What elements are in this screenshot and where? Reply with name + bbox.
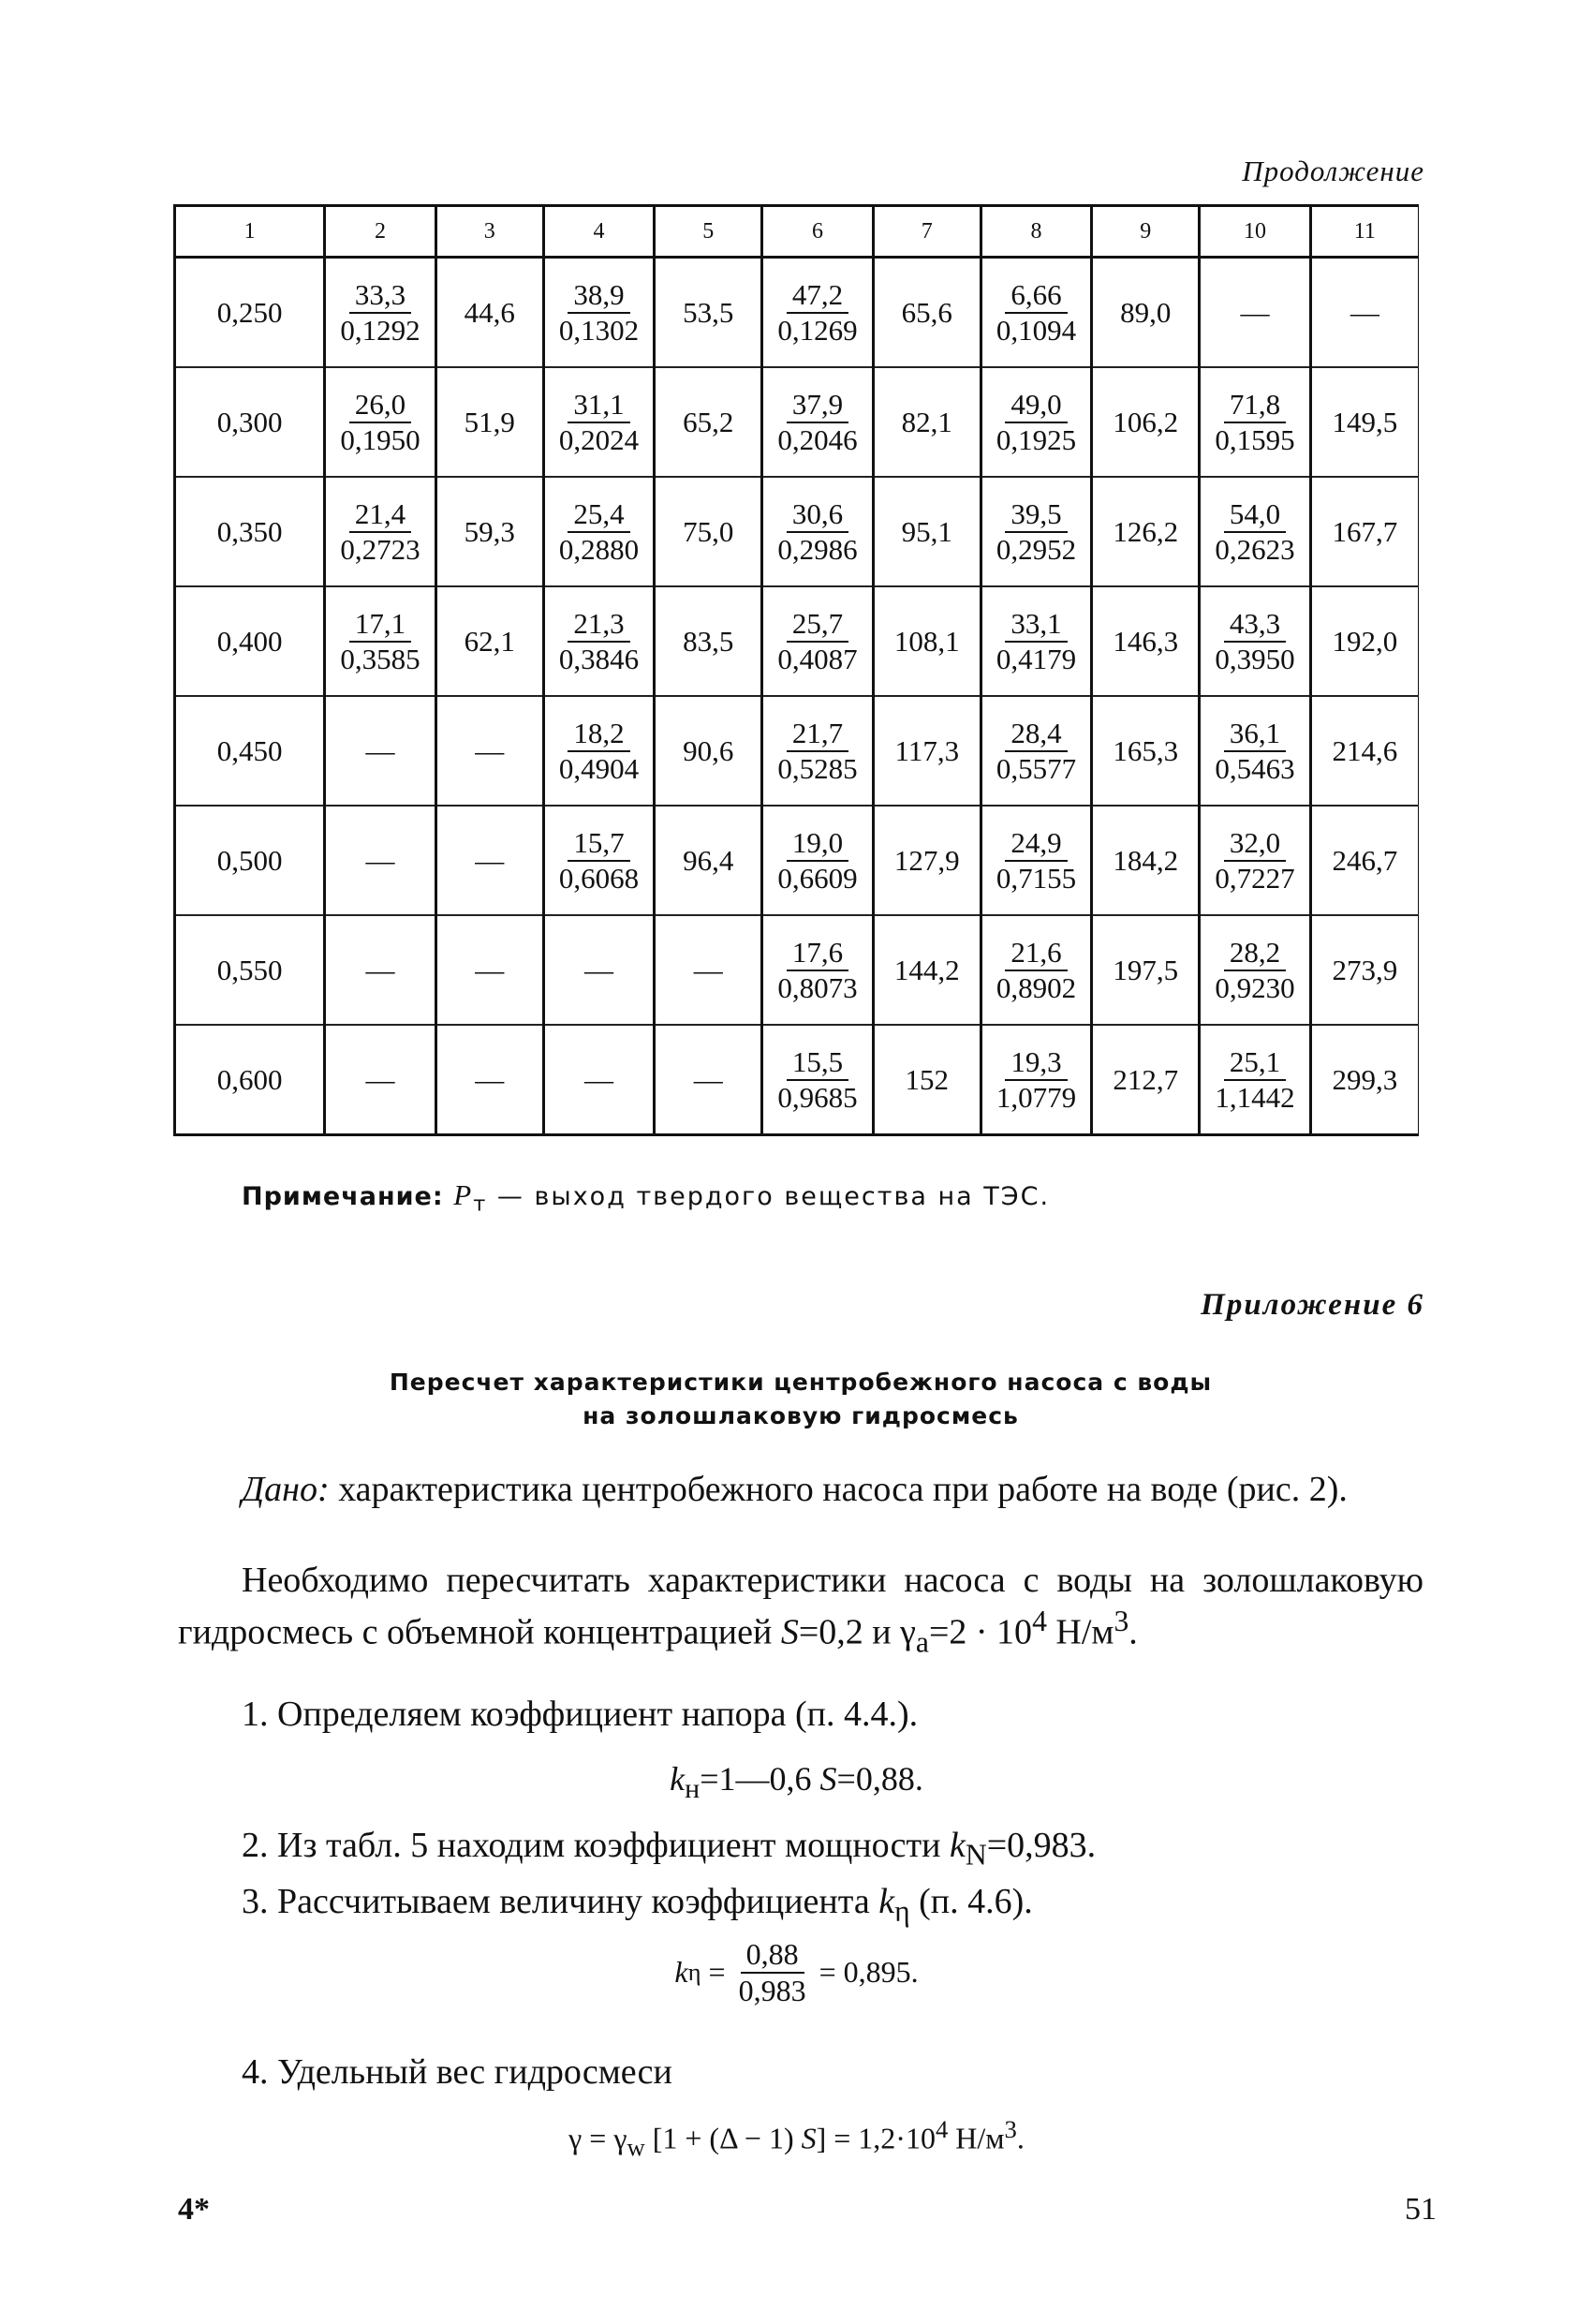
step-3 — [178, 1881, 1423, 1932]
step-1-text: 1. Определяем коэффициент напора (п. 4.4.). — [242, 1695, 919, 1734]
fraction-denominator: 0,2046 — [777, 422, 858, 456]
fraction-denominator: 0,7155 — [996, 861, 1077, 895]
fraction-denominator: 0,2952 — [996, 532, 1077, 566]
task-symbol-s: S — [780, 1612, 799, 1652]
table-cell — [325, 367, 435, 477]
table-row — [175, 586, 1419, 696]
table-cell: 51,9 — [435, 367, 543, 477]
table-cell: 62,1 — [435, 586, 543, 696]
fraction-denominator: 0,4179 — [996, 642, 1077, 675]
formula-2-denominator: 0,983 — [738, 1973, 806, 2007]
fraction-denominator: 0,1950 — [340, 422, 420, 456]
fraction-numerator: 33,3 — [349, 278, 411, 314]
table-cell: 152 — [873, 1025, 981, 1135]
table-cell — [1200, 477, 1310, 586]
fraction-denominator: 0,3846 — [558, 642, 640, 675]
fraction-numerator: 36,1 — [1224, 717, 1286, 752]
fraction-numerator: 21,4 — [349, 497, 411, 533]
table-cell — [762, 258, 873, 368]
table-header-row — [175, 206, 1419, 258]
table-cell: — — [325, 915, 435, 1025]
table-cell — [1200, 367, 1310, 477]
fraction — [553, 497, 644, 566]
continuation-label: Продолжение — [1242, 155, 1424, 187]
step-2-k: k — [949, 1826, 966, 1865]
given-text: характеристика центробежного насоса при работе на воде (рис. 2). — [329, 1470, 1348, 1509]
fraction-numerator: 43,3 — [1224, 607, 1286, 643]
formula-3-c: ] = 1,2·10 — [816, 2121, 936, 2155]
fraction — [991, 607, 1082, 675]
fraction-numerator: 17,6 — [787, 936, 848, 971]
fraction-numerator: 54,0 — [1224, 497, 1286, 533]
column-header: 9 — [1092, 206, 1200, 258]
formula-3-sub: w — [627, 2133, 645, 2162]
table-cell: — — [435, 915, 543, 1025]
table-cell: 144,2 — [873, 915, 981, 1025]
table-cell — [762, 586, 873, 696]
table-cell — [325, 258, 435, 368]
table-cell — [1200, 586, 1310, 696]
fraction-denominator: 1,1442 — [1215, 1080, 1295, 1114]
step-2-sub: N — [965, 1838, 987, 1872]
fraction-denominator: 0,9685 — [777, 1080, 858, 1114]
fraction — [1209, 497, 1300, 566]
table-cell: 246,7 — [1310, 806, 1418, 915]
formula-2-fraction — [733, 1937, 812, 2008]
table-cell: 192,0 — [1310, 586, 1418, 696]
column-header: 6 — [762, 206, 873, 258]
table-cell: — — [1200, 258, 1310, 368]
table-cell: 0,400 — [175, 586, 325, 696]
table-cell: 95,1 — [873, 477, 981, 586]
fraction-denominator: 0,2623 — [1215, 532, 1295, 566]
table-cell: 106,2 — [1092, 367, 1200, 477]
formula-k-eta — [0, 1937, 1593, 2008]
step-3-text: 3. Рассчитываем величину коэффициента — [242, 1882, 879, 1921]
fraction-numerator: 39,5 — [1005, 497, 1067, 533]
formula-3-a: γ = γ — [568, 2121, 627, 2155]
table-cell — [762, 1025, 873, 1135]
fraction-denominator: 0,3585 — [340, 642, 420, 675]
table-cell — [543, 696, 654, 806]
fraction-numerator: 26,0 — [349, 388, 411, 423]
table-cell — [543, 806, 654, 915]
formula-3-s: S — [801, 2121, 817, 2155]
table-cell — [543, 586, 654, 696]
fraction-numerator: 32,0 — [1224, 826, 1286, 862]
formula-3-exp: 4 — [935, 2115, 949, 2143]
fraction-denominator: 0,9230 — [1215, 970, 1295, 1004]
task-text-3: =2 · 10 — [928, 1612, 1033, 1652]
table-cell: 146,3 — [1092, 586, 1200, 696]
formula-1-a: =1—0,6 — [700, 1760, 820, 1798]
table-cell — [981, 367, 1091, 477]
formula-2-sub: η — [687, 1958, 701, 1987]
fraction — [991, 826, 1082, 895]
fraction — [553, 607, 644, 675]
fraction-denominator: 0,6609 — [777, 861, 858, 895]
fraction-numerator: 28,4 — [1005, 717, 1067, 752]
table-row — [175, 696, 1419, 806]
table-cell: — — [435, 696, 543, 806]
fraction — [991, 497, 1082, 566]
formula-1-s: S — [819, 1760, 837, 1798]
fraction-numerator: 28,2 — [1224, 936, 1286, 971]
table-cell — [1200, 806, 1310, 915]
fraction-numerator: 71,8 — [1224, 388, 1286, 423]
table-row — [175, 1025, 1419, 1135]
column-header: 10 — [1200, 206, 1310, 258]
page-number: 51 — [1405, 2192, 1437, 2227]
fraction-denominator: 0,8073 — [777, 970, 858, 1004]
table-cell: 273,9 — [1310, 915, 1418, 1025]
fraction-denominator: 0,5577 — [996, 751, 1077, 785]
table-cell: 89,0 — [1092, 258, 1200, 368]
fraction-denominator: 0,2723 — [340, 532, 420, 566]
note-symbol: P — [453, 1178, 474, 1211]
table-cell: 197,5 — [1092, 915, 1200, 1025]
table-cell — [981, 258, 1091, 368]
table-cell: 65,6 — [873, 258, 981, 368]
task-text-5: . — [1128, 1612, 1138, 1652]
fraction-numerator: 21,6 — [1005, 936, 1067, 971]
step-1 — [178, 1694, 1423, 1735]
table-cell: 149,5 — [1310, 367, 1418, 477]
fraction-numerator: 49,0 — [1005, 388, 1067, 423]
fraction — [772, 497, 863, 566]
fraction-denominator: 0,8902 — [996, 970, 1077, 1004]
table-cell — [1200, 696, 1310, 806]
fraction-numerator: 37,9 — [787, 388, 848, 423]
fraction — [772, 607, 863, 675]
fraction-denominator: 0,5285 — [777, 751, 858, 785]
table-cell: 0,350 — [175, 477, 325, 586]
table-cell: 214,6 — [1310, 696, 1418, 806]
table-cell — [981, 806, 1091, 915]
fraction-denominator: 0,1302 — [558, 313, 640, 347]
column-header: 4 — [543, 206, 654, 258]
table-cell: 0,250 — [175, 258, 325, 368]
table-cell: — — [543, 915, 654, 1025]
table-cell: 126,2 — [1092, 477, 1200, 586]
formula-1-b: =0,88. — [836, 1760, 923, 1798]
table-cell: 212,7 — [1092, 1025, 1200, 1135]
table-cell: — — [435, 806, 543, 915]
table-cell: 44,6 — [435, 258, 543, 368]
fraction-denominator: 0,2986 — [777, 532, 858, 566]
fraction-numerator: 17,1 — [349, 607, 411, 643]
formula-2-numerator: 0,88 — [741, 1937, 804, 1974]
appendix-label: Приложение 6 — [1201, 1288, 1424, 1322]
formula-3-exp2: 3 — [1004, 2115, 1017, 2143]
column-header: 11 — [1310, 206, 1418, 258]
table-cell: — — [543, 1025, 654, 1135]
fraction-numerator: 33,1 — [1005, 607, 1067, 643]
fraction — [334, 278, 425, 347]
note-text: — выход твердого вещества на ТЭС. — [487, 1182, 1051, 1211]
table-cell: 299,3 — [1310, 1025, 1418, 1135]
fraction — [553, 826, 644, 895]
fraction-denominator: 0,3950 — [1215, 642, 1295, 675]
table-cell — [981, 915, 1091, 1025]
fraction — [772, 936, 863, 1004]
column-header: 2 — [325, 206, 435, 258]
fraction-denominator: 0,1094 — [996, 313, 1077, 347]
formula-1-sub: н — [685, 1773, 701, 1805]
fraction-denominator: 0,4087 — [777, 642, 858, 675]
table-cell — [762, 806, 873, 915]
step-3-ref: (п. 4.6). — [909, 1882, 1033, 1921]
fraction — [553, 388, 644, 456]
formula-3-b: [1 + (Δ − 1) — [644, 2121, 802, 2155]
fraction-numerator: 21,3 — [568, 607, 629, 643]
formula-1-k: k — [670, 1760, 686, 1798]
fraction-denominator: 1,0779 — [996, 1080, 1077, 1114]
fraction-denominator: 0,7227 — [1215, 861, 1295, 895]
task-text-4: Н/м — [1046, 1612, 1114, 1652]
fraction-numerator: 15,7 — [568, 826, 629, 862]
table-cell: — — [325, 696, 435, 806]
table-cell — [543, 367, 654, 477]
table-note — [242, 1178, 1050, 1216]
column-header: 5 — [655, 206, 762, 258]
data-table — [173, 204, 1419, 1136]
fraction — [991, 1045, 1082, 1114]
table-row — [175, 477, 1419, 586]
table-cell — [981, 696, 1091, 806]
fraction-numerator: 6,66 — [1005, 278, 1067, 314]
table-cell: 165,3 — [1092, 696, 1200, 806]
fraction-numerator: 38,9 — [568, 278, 629, 314]
fraction-numerator: 47,2 — [787, 278, 848, 314]
task-text: Необходимо пересчитать характеристики насоса с воды на золошлаковую гидросмесь с объемной концентрацией — [178, 1561, 1423, 1652]
table-cell — [762, 696, 873, 806]
fraction-numerator: 25,7 — [787, 607, 848, 643]
table-cell — [1200, 915, 1310, 1025]
fraction-denominator: 0,2024 — [558, 422, 640, 456]
table-cell — [325, 477, 435, 586]
paragraph-given — [178, 1469, 1423, 1510]
step-2 — [178, 1825, 1423, 1876]
section-title-line-2: на золошлаковую гидросмесь — [583, 1402, 1019, 1429]
formula-3-e: . — [1016, 2121, 1025, 2155]
fraction — [772, 1045, 863, 1114]
table-cell: — — [435, 1025, 543, 1135]
table-cell — [325, 586, 435, 696]
fraction — [772, 278, 863, 347]
table-cell: 108,1 — [873, 586, 981, 696]
given-lead: Дано: — [242, 1470, 330, 1509]
fraction-numerator: 30,6 — [787, 497, 848, 533]
task-exp-2: 3 — [1114, 1605, 1129, 1637]
task-exp: 4 — [1032, 1605, 1047, 1637]
table-cell: 65,2 — [655, 367, 762, 477]
table-cell: 184,2 — [1092, 806, 1200, 915]
formula-gamma — [0, 2115, 1593, 2162]
table-cell: 0,500 — [175, 806, 325, 915]
fraction-denominator: 0,1269 — [777, 313, 858, 347]
fraction-denominator: 0,5463 — [1215, 751, 1295, 785]
column-header: 8 — [981, 206, 1091, 258]
column-header: 1 — [175, 206, 325, 258]
table-cell — [981, 1025, 1091, 1135]
fraction — [1209, 936, 1300, 1004]
table-cell: 75,0 — [655, 477, 762, 586]
table-cell: — — [655, 915, 762, 1025]
fraction-denominator: 0,2880 — [558, 532, 640, 566]
fraction — [334, 497, 425, 566]
fraction — [991, 278, 1082, 347]
fraction-numerator: 31,1 — [568, 388, 629, 423]
task-sub: а — [915, 1625, 929, 1659]
note-symbol-sub: т — [473, 1192, 488, 1217]
table-row — [175, 806, 1419, 915]
table-cell — [543, 477, 654, 586]
step-2-value: =0,983. — [986, 1826, 1097, 1865]
fraction — [991, 936, 1082, 1004]
formula-2-k: k — [674, 1955, 688, 1990]
fraction — [334, 388, 425, 456]
table-cell: 53,5 — [655, 258, 762, 368]
fraction-denominator: 0,4904 — [558, 751, 640, 785]
table-cell: — — [655, 1025, 762, 1135]
table-cell — [762, 915, 873, 1025]
step-3-sub: η — [894, 1894, 910, 1928]
fraction-numerator: 24,9 — [1005, 826, 1067, 862]
fraction — [1209, 388, 1300, 456]
section-title — [178, 1366, 1423, 1433]
column-header: 3 — [435, 206, 543, 258]
table-cell — [762, 367, 873, 477]
step-3-k: k — [878, 1882, 895, 1921]
fraction-numerator: 25,1 — [1224, 1045, 1286, 1081]
step-2-text: 2. Из табл. 5 находим коэффициент мощности — [242, 1826, 950, 1865]
fraction — [553, 278, 644, 347]
fraction-numerator: 19,3 — [1005, 1045, 1067, 1081]
fraction — [772, 826, 863, 895]
table-row — [175, 915, 1419, 1025]
fraction-numerator: 18,2 — [568, 717, 629, 752]
fraction — [1209, 717, 1300, 785]
formula-kh — [0, 1759, 1593, 1805]
table-cell: 96,4 — [655, 806, 762, 915]
table-cell: 127,9 — [873, 806, 981, 915]
fraction-denominator: 0,1925 — [996, 422, 1077, 456]
signature-mark: 4* — [178, 2192, 210, 2227]
formula-2-result: = 0,895. — [811, 1955, 919, 1990]
table-cell: 83,5 — [655, 586, 762, 696]
fraction — [772, 388, 863, 456]
fraction — [1209, 826, 1300, 895]
table-cell: 0,550 — [175, 915, 325, 1025]
fraction — [991, 388, 1082, 456]
fraction — [553, 717, 644, 785]
table-cell — [1200, 1025, 1310, 1135]
step-4-text: 4. Удельный вес гидросмеси — [242, 2052, 672, 2092]
table-row — [175, 367, 1419, 477]
paragraph-task — [178, 1560, 1423, 1663]
table-cell: 0,300 — [175, 367, 325, 477]
table-row — [175, 258, 1419, 368]
table-cell: — — [1310, 258, 1418, 368]
section-title-line-1: Пересчет характеристики центробежного насоса с воды — [389, 1369, 1213, 1396]
fraction-denominator: 0,1595 — [1215, 422, 1295, 456]
fraction — [991, 717, 1082, 785]
table-cell — [981, 477, 1091, 586]
table-cell: 117,3 — [873, 696, 981, 806]
table-cell: 90,6 — [655, 696, 762, 806]
table-cell: 59,3 — [435, 477, 543, 586]
step-4 — [178, 2051, 1423, 2093]
table-body — [175, 258, 1419, 1135]
note-label: Примечание: — [242, 1182, 444, 1211]
fraction — [1209, 1045, 1300, 1114]
fraction-numerator: 21,7 — [787, 717, 848, 752]
fraction-denominator: 0,1292 — [340, 313, 420, 347]
fraction — [334, 607, 425, 675]
fraction — [1209, 607, 1300, 675]
fraction-numerator: 15,5 — [787, 1045, 848, 1081]
table-cell: 0,600 — [175, 1025, 325, 1135]
formula-2-eq: = — [701, 1955, 733, 1990]
formula-3-d: Н/м — [948, 2121, 1005, 2155]
fraction-numerator: 25,4 — [568, 497, 629, 533]
fraction — [772, 717, 863, 785]
fraction-numerator: 19,0 — [787, 826, 848, 862]
table-cell: 167,7 — [1310, 477, 1418, 586]
table-cell: 0,450 — [175, 696, 325, 806]
task-text-2: =0,2 и γ — [798, 1612, 916, 1652]
table-cell — [762, 477, 873, 586]
table-cell: — — [325, 806, 435, 915]
table-cell — [543, 258, 654, 368]
fraction-denominator: 0,6068 — [558, 861, 640, 895]
column-header: 7 — [873, 206, 981, 258]
table-cell: 82,1 — [873, 367, 981, 477]
table-cell: — — [325, 1025, 435, 1135]
table-cell — [981, 586, 1091, 696]
